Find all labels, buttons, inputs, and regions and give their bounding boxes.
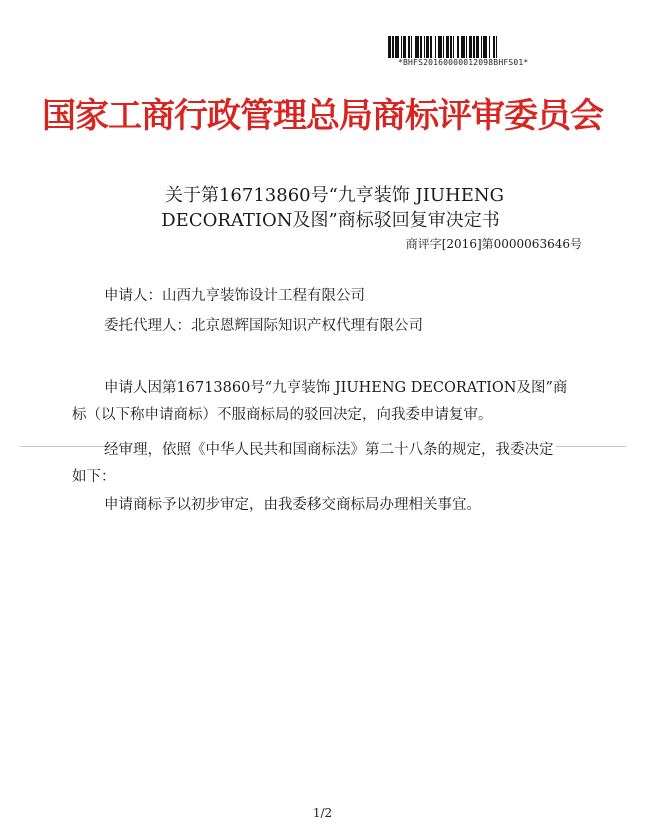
barcode [388,36,556,58]
paragraph-3-line-1: 申请商标予以初步审定，由我委移交商标局办理相关事宜。 [104,497,481,513]
paragraph-2-line-2: 如下： [72,469,116,485]
agent-line: 委托代理人：北京恩辉国际知识产权代理有限公司 [104,318,423,334]
scan-artifact-line [556,446,626,447]
document-title-line1: 关于第16713860号“九亨装饰 JIUHENG [164,185,504,206]
paragraph-1-line-1: 申请人因第16713860号“九亨装饰 JIUHENG DECORATION及图”商 [104,380,568,396]
page-number: 1/2 [312,806,333,820]
barcode-caption: *BHFS20160000012098BHFS01* [398,58,529,67]
barcode-gap [497,36,499,58]
paragraph-1-line-2: 标（以下称申请商标）不服商标局的驳回决定，向我委申请复审。 [72,407,493,423]
organization-title: 国家工商行政管理总局商标评审委员会 [42,96,603,136]
document-title-line2: DECORATION及图”商标驳回复审决定书 [161,210,500,231]
document-number: 商评字[2016]第0000063646号 [405,237,582,251]
paragraph-2-line-1: 经审理，依照《中华人民共和国商标法》第二十八条的规定，我委决定 [104,442,554,458]
applicant-line: 申请人：山西九亨装饰设计工程有限公司 [104,288,365,304]
